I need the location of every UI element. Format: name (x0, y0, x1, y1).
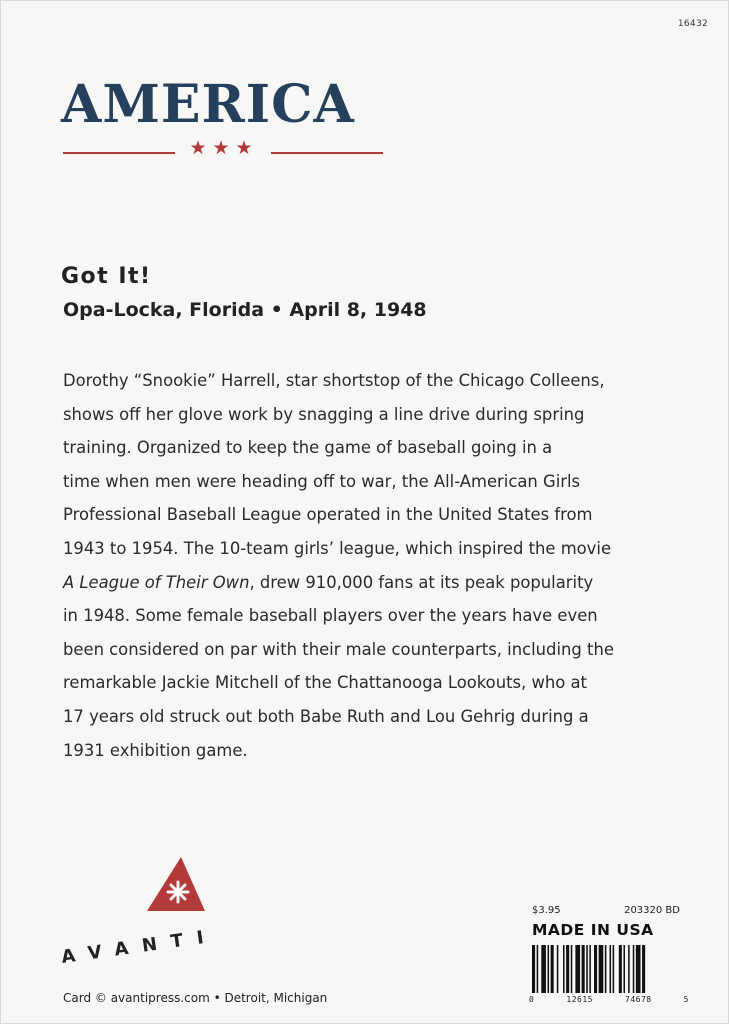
body-line: Professional Baseball League operated in the United States from (63, 505, 593, 525)
sku-label: 203320 BD (624, 905, 680, 916)
body-line-rest: , drew 910,000 fans at its peak popularity (249, 572, 594, 592)
brand-stars-icon: ★★★ (189, 137, 259, 159)
card-subtitle: Opa-Locka, Florida • April 8, 1948 (63, 299, 427, 321)
body-line: 1931 exhibition game. (63, 740, 248, 760)
card-body (63, 364, 688, 767)
barcode-digit-group: 74678 (625, 995, 652, 1004)
card-heading: Got It! (61, 264, 152, 289)
barcode-digit-group: 12615 (566, 995, 593, 1004)
body-line (63, 566, 688, 600)
price-label: $3.95 (532, 905, 561, 916)
body-line: 17 years old struck out both Babe Ruth and Lou Gehrig during a (63, 706, 589, 726)
body-line: Dorothy “Snookie” Harrell, star shortstop of the Chicago Colleens, (63, 371, 605, 390)
movie-title: A League of Their Own (63, 572, 250, 592)
body-line: in 1948. Some female baseball players over the years have even (63, 606, 598, 626)
avanti-wordmark: AVANTI (60, 925, 219, 968)
barcode-icon (532, 945, 684, 993)
made-in-label: MADE IN USA (532, 921, 654, 939)
brand-rule-right (271, 152, 383, 154)
brand-title: AMERICA (61, 74, 355, 135)
barcode-digit-group: 5 (683, 995, 689, 1004)
barcode-digits (529, 995, 689, 1004)
publisher-footer: Card © avantipress.com • Detroit, Michigan (63, 991, 328, 1005)
barcode-digit-group: 0 (529, 995, 535, 1004)
brand-rule-left (63, 152, 175, 154)
body-line: remarkable Jackie Mitchell of the Chattanooga Lookouts, who at (63, 673, 587, 693)
body-line: 1943 to 1954. The 10-team girls’ league, which inspired the movie (63, 538, 612, 558)
body-line: shows off her glove work by snagging a line drive during spring (63, 404, 585, 424)
body-line: been considered on par with their male counterparts, including the (63, 639, 614, 659)
body-line: time when men were heading off to war, the All-American Girls (63, 471, 581, 491)
product-code: 16432 (677, 19, 708, 29)
body-line: training. Organized to keep the game of baseball going in a (63, 438, 553, 458)
